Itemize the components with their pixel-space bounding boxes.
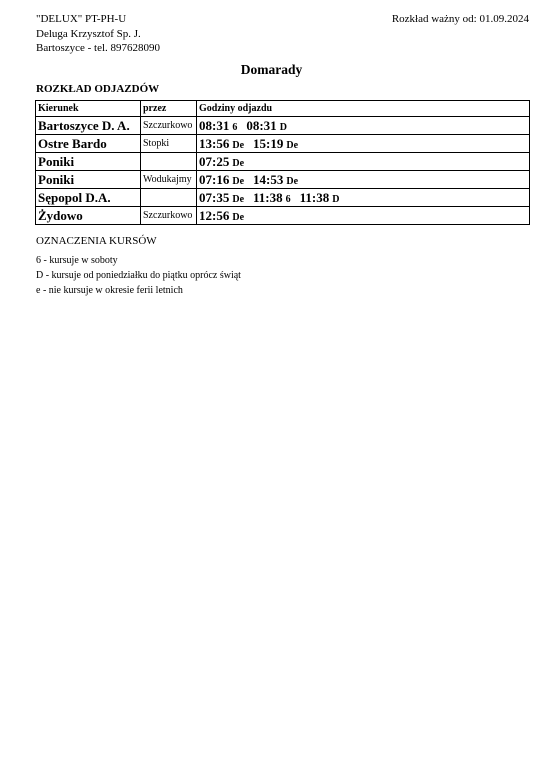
- legend-item: D - kursuje od poniedziałku do piątku oprócz świąt: [36, 270, 241, 281]
- legend-item: 6 - kursuje w soboty: [36, 255, 118, 266]
- row-departures: [197, 117, 530, 135]
- departure-time: 15:19: [253, 135, 284, 151]
- table-row: [36, 207, 530, 225]
- row-via: Stopki: [141, 135, 197, 153]
- table-row: [36, 135, 530, 153]
- departure: [253, 136, 298, 151]
- row-direction: Żydowo: [36, 207, 141, 225]
- row-direction: Bartoszyce D. A.: [36, 117, 141, 135]
- row-via: [141, 153, 197, 171]
- departure-mark: De: [286, 139, 299, 151]
- row-departures: [197, 153, 530, 171]
- row-via: [141, 189, 197, 207]
- departure-mark: De: [232, 193, 245, 205]
- header-direction: Kierunek: [36, 101, 141, 117]
- departure-time: 07:35: [199, 189, 230, 205]
- departure-time: 07:16: [199, 171, 230, 187]
- row-departures: [197, 171, 530, 189]
- header-via: przez: [141, 101, 197, 117]
- section-title: ROZKŁAD ODJAZDÓW: [36, 83, 160, 95]
- departure-mark: D: [332, 193, 340, 205]
- company-name: "DELUX" PT-PH-U: [36, 13, 127, 25]
- departure: [199, 136, 244, 151]
- table-row: [36, 117, 530, 135]
- timetable-body: [36, 117, 530, 225]
- table-row: [36, 189, 530, 207]
- departure-time: 11:38: [299, 189, 330, 205]
- stop-name: Domarady: [240, 62, 303, 77]
- company-info: [36, 12, 160, 56]
- departure: [300, 190, 340, 205]
- departure-time: 11:38: [253, 189, 283, 205]
- company-address: Bartoszyce - tel. 897628090: [36, 42, 161, 54]
- departure-time: 08:31: [246, 117, 277, 133]
- departure: [246, 118, 287, 133]
- departure-mark: D: [279, 121, 287, 133]
- timetable: [35, 100, 530, 225]
- departure: [253, 172, 298, 187]
- row-direction: Sępopol D.A.: [36, 189, 141, 207]
- departure-time: 07:25: [199, 153, 230, 169]
- header-times: Godziny odjazdu: [197, 101, 530, 117]
- row-via: Szczurkowo: [141, 207, 197, 225]
- departure-mark: 6: [232, 121, 238, 133]
- departure: [199, 190, 244, 205]
- departure-mark: De: [232, 157, 245, 169]
- departure-time: 13:56: [199, 135, 230, 151]
- row-departures: [197, 189, 530, 207]
- departure: [199, 118, 237, 133]
- row-departures: [197, 207, 530, 225]
- table-row: [36, 153, 530, 171]
- table-row: [36, 171, 530, 189]
- row-direction: Poniki: [36, 153, 141, 171]
- legend-item: e - nie kursuje w okresie ferii letnich: [36, 285, 183, 296]
- departure-mark: 6: [285, 193, 291, 205]
- departure-mark: De: [232, 211, 245, 223]
- departure-time: 08:31: [199, 117, 230, 133]
- row-direction: Poniki: [36, 171, 141, 189]
- valid-from: Rozkład ważny od: 01.09.2024: [391, 13, 529, 25]
- departure-mark: De: [232, 139, 245, 151]
- departure-time: 12:56: [199, 207, 230, 223]
- legend-list: [36, 253, 241, 298]
- row-direction: Ostre Bardo: [36, 135, 141, 153]
- row-via: Szczurkowo: [141, 117, 197, 135]
- departure: [199, 208, 244, 223]
- departure-mark: De: [232, 175, 245, 187]
- timetable-header-row: [36, 101, 530, 117]
- departure: [253, 190, 291, 205]
- row-departures: [197, 135, 530, 153]
- departure-time: 14:53: [253, 171, 284, 187]
- departure: [199, 172, 244, 187]
- departure-mark: De: [286, 175, 299, 187]
- company-owner: Deluga Krzysztof Sp. J.: [36, 27, 141, 40]
- departure: [199, 154, 244, 169]
- row-via: Wodukajmy: [141, 171, 197, 189]
- legend-title: OZNACZENIA KURSÓW: [36, 235, 157, 247]
